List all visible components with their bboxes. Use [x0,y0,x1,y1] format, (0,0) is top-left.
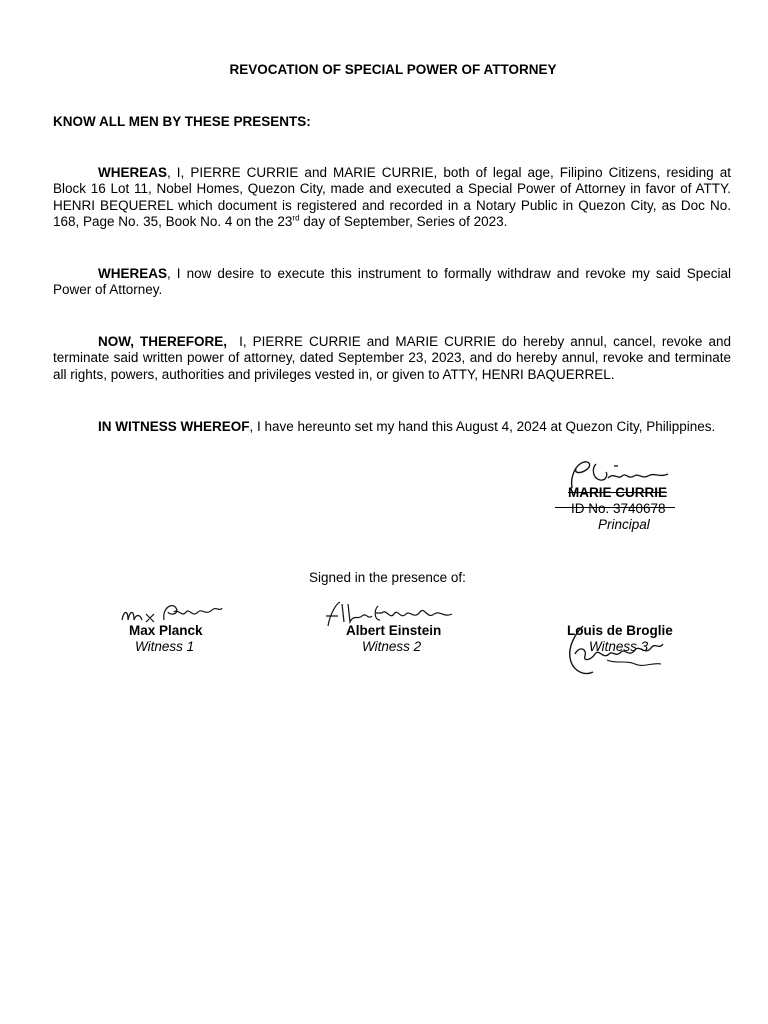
witness-2-name: Albert Einstein [346,623,442,638]
paragraph-text: , I, PIERRE CURRIE and MARIE CURRIE, both of legal age, Filipino Citizens, residing at Block 16 Lot 11, Nobel Homes, Quezon City, made and executed a Special Power of Attorney in favor of ATTY. HENRI BEQUEREL which document is registered and recorded in a Notary Public in Quezon City, as Doc No. 168, Page No. 35, Book No. 4 on the 23 [53,165,731,229]
paragraph-text: , I have hereunto set my hand this August 4, 2024 at Quezon City, Philippines. [249,419,716,434]
principal-role: Principal [598,517,650,532]
salutation: KNOW ALL MEN BY THESE PRESENTS: [53,114,311,129]
document-title: REVOCATION OF SPECIAL POWER OF ATTORNEY [229,62,557,77]
paragraph-text: I, PIERRE CURRIE and MARIE CURRIE do hereby annul, cancel, revoke and terminate said written power of attorney, dated September 23, 2023, and do hereby annul, revoke and terminate all rights, powers, authorities and privileges vested in, or given to ATTY, HENRI BAQUERREL. [53,334,735,382]
paragraph-in-witness [53,419,731,435]
paragraph-whereas-1 [53,165,731,230]
witness-3-name: Louis de Broglie [567,623,673,638]
paragraph-lead: IN WITNESS WHEREOF [98,419,250,434]
witness-3-role: Witness 3 [589,639,649,654]
paragraph-lead: NOW, THEREFORE, [98,334,228,349]
witness-1-name: Max Planck [129,623,203,638]
paragraph-now-therefore [53,334,735,383]
principal-name: MARIE CURRIE [568,485,668,500]
presence-line: Signed in the presence of: [309,570,466,585]
paragraph-whereas-2 [53,266,731,299]
paragraph-lead: WHEREAS [98,266,168,281]
ordinal-suffix: rd [292,213,300,223]
witness-1-role: Witness 1 [135,639,195,654]
paragraph-text-end: day of September, Series of 2023. [299,213,508,229]
paragraph-text: , I now desire to execute this instrument to formally withdraw and revoke my said Special Power of Attorney. [53,266,731,298]
principal-id: ID No. 3740678 [571,501,666,516]
paragraph-lead: WHEREAS [98,165,168,180]
witness-3-signature [563,620,673,678]
witness-2-role: Witness 2 [362,639,422,654]
